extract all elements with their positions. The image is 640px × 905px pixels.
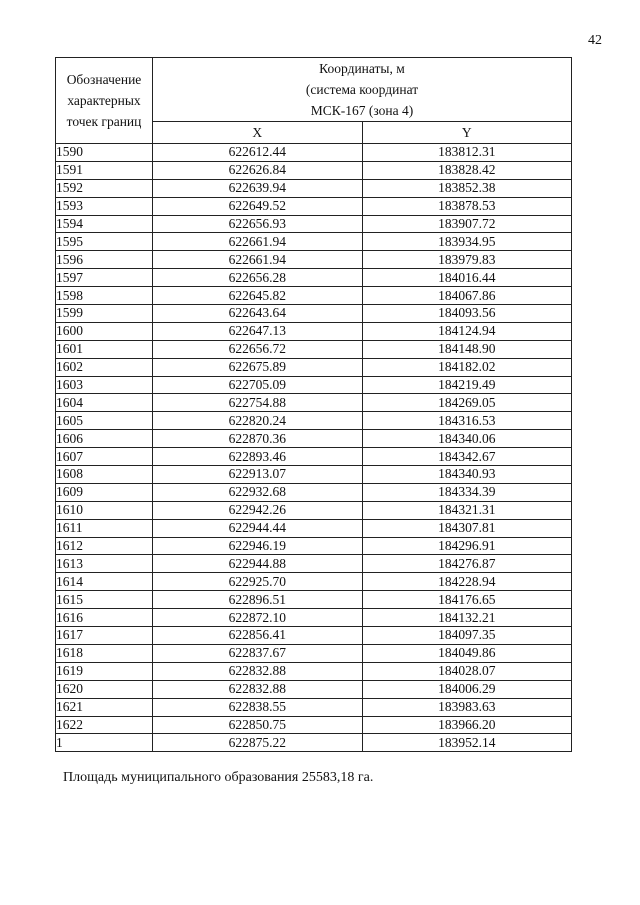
point-number-cell: 1592 [56,179,153,197]
y-coordinate-cell: 184340.93 [362,466,572,484]
point-number-cell: 1613 [56,555,153,573]
x-coordinate-cell: 622656.72 [153,340,363,358]
x-coordinate-cell: 622643.64 [153,305,363,323]
header-x: X [153,122,363,144]
x-coordinate-cell: 622944.44 [153,519,363,537]
point-number-cell: 1591 [56,161,153,179]
x-coordinate-cell: 622872.10 [153,609,363,627]
table-row [56,555,572,573]
y-coordinate-cell: 184132.21 [362,609,572,627]
x-coordinate-cell: 622820.24 [153,412,363,430]
y-coordinate-cell: 183934.95 [362,233,572,251]
table-row [56,662,572,680]
y-coordinate-cell: 184124.94 [362,322,572,340]
y-coordinate-cell: 184176.65 [362,591,572,609]
x-coordinate-cell: 622705.09 [153,376,363,394]
table-row [56,609,572,627]
page-number: 42 [588,33,602,48]
x-coordinate-cell: 622832.88 [153,680,363,698]
table-row [56,519,572,537]
table-row [56,698,572,716]
point-number-cell: 1604 [56,394,153,412]
y-coordinate-cell: 184067.86 [362,287,572,305]
point-number-cell: 1594 [56,215,153,233]
x-coordinate-cell: 622838.55 [153,698,363,716]
y-coordinate-cell: 184340.06 [362,430,572,448]
y-coordinate-cell: 183812.31 [362,144,572,162]
x-coordinate-cell: 622942.26 [153,501,363,519]
point-number-cell: 1614 [56,573,153,591]
point-number-cell: 1620 [56,680,153,698]
x-coordinate-cell: 622661.94 [153,233,363,251]
point-number-cell: 1618 [56,644,153,662]
point-number-cell: 1617 [56,627,153,645]
x-coordinate-cell: 622656.28 [153,269,363,287]
y-coordinate-cell: 183983.63 [362,698,572,716]
point-number-cell: 1595 [56,233,153,251]
x-coordinate-cell: 622896.51 [153,591,363,609]
point-number-cell: 1619 [56,662,153,680]
y-coordinate-cell: 184316.53 [362,412,572,430]
point-number-cell: 1598 [56,287,153,305]
x-coordinate-cell: 622639.94 [153,179,363,197]
table-row [56,144,572,162]
table-row [56,287,572,305]
x-coordinate-cell: 622856.41 [153,627,363,645]
y-coordinate-cell: 184296.91 [362,537,572,555]
point-number-cell: 1602 [56,358,153,376]
point-number-cell: 1603 [56,376,153,394]
area-note: Площадь муниципального образования 25583,18 га. [63,770,374,785]
y-coordinate-cell: 183979.83 [362,251,572,269]
x-coordinate-cell: 622944.88 [153,555,363,573]
x-coordinate-cell: 622645.82 [153,287,363,305]
table-row [56,412,572,430]
table-row [56,430,572,448]
y-coordinate-cell: 184006.29 [362,680,572,698]
table-row [56,269,572,287]
point-number-cell: 1608 [56,466,153,484]
point-number-cell: 1596 [56,251,153,269]
table-row [56,179,572,197]
y-coordinate-cell: 184321.31 [362,501,572,519]
table-row [56,644,572,662]
table-header [56,58,572,144]
point-number-cell: 1612 [56,537,153,555]
point-number-cell: 1597 [56,269,153,287]
y-coordinate-cell: 184028.07 [362,662,572,680]
table-row [56,573,572,591]
y-coordinate-cell: 184334.39 [362,483,572,501]
table-row [56,376,572,394]
point-number-cell: 1622 [56,716,153,734]
coordinates-table [55,57,572,752]
y-coordinate-cell: 184097.35 [362,627,572,645]
header-y: Y [362,122,572,144]
table-row [56,197,572,215]
table-row [56,627,572,645]
x-coordinate-cell: 622837.67 [153,644,363,662]
y-coordinate-cell: 184016.44 [362,269,572,287]
point-number-cell: 1607 [56,448,153,466]
x-coordinate-cell: 622754.88 [153,394,363,412]
x-coordinate-cell: 622946.19 [153,537,363,555]
table-row [56,305,572,323]
x-coordinate-cell: 622675.89 [153,358,363,376]
x-coordinate-cell: 622661.94 [153,251,363,269]
y-coordinate-cell: 184049.86 [362,644,572,662]
table-row [56,233,572,251]
point-number-cell: 1601 [56,340,153,358]
table-row [56,322,572,340]
table-row [56,680,572,698]
table-row [56,448,572,466]
point-number-cell: 1606 [56,430,153,448]
point-number-cell: 1621 [56,698,153,716]
y-coordinate-cell: 184093.56 [362,305,572,323]
point-number-cell: 1600 [56,322,153,340]
x-coordinate-cell: 622913.07 [153,466,363,484]
y-coordinate-cell: 183852.38 [362,179,572,197]
y-coordinate-cell: 183966.20 [362,716,572,734]
y-coordinate-cell: 183878.53 [362,197,572,215]
table-row [56,161,572,179]
y-coordinate-cell: 184182.02 [362,358,572,376]
table-row [56,734,572,752]
point-number-cell: 1615 [56,591,153,609]
point-number-cell: 1609 [56,483,153,501]
y-coordinate-cell: 184276.87 [362,555,572,573]
y-coordinate-cell: 183828.42 [362,161,572,179]
point-number-cell: 1593 [56,197,153,215]
x-coordinate-cell: 622925.70 [153,573,363,591]
header-coordinates-line2: (система координат [305,82,419,97]
header-coordinates [153,58,572,122]
table-row [56,340,572,358]
header-coordinates-line1: Координаты, м [319,61,405,76]
table-row [56,483,572,501]
header-coordinates-line3: МСК-167 (зона 4) [310,103,414,118]
table-row [56,591,572,609]
y-coordinate-cell: 184307.81 [362,519,572,537]
x-coordinate-cell: 622875.22 [153,734,363,752]
point-number-cell: 1590 [56,144,153,162]
y-coordinate-cell: 184148.90 [362,340,572,358]
header-point-designation: Обозначение характерных точек границ [56,58,153,144]
y-coordinate-cell: 183952.14 [362,734,572,752]
x-coordinate-cell: 622932.68 [153,483,363,501]
x-coordinate-cell: 622612.44 [153,144,363,162]
x-coordinate-cell: 622893.46 [153,448,363,466]
y-coordinate-cell: 184228.94 [362,573,572,591]
point-number-cell: 1610 [56,501,153,519]
x-coordinate-cell: 622832.88 [153,662,363,680]
x-coordinate-cell: 622850.75 [153,716,363,734]
y-coordinate-cell: 183907.72 [362,215,572,233]
x-coordinate-cell: 622870.36 [153,430,363,448]
y-coordinate-cell: 184342.67 [362,448,572,466]
table-row [56,215,572,233]
table-body [56,144,572,752]
point-number-cell: 1605 [56,412,153,430]
table-row [56,537,572,555]
table-row [56,358,572,376]
y-coordinate-cell: 184219.49 [362,376,572,394]
x-coordinate-cell: 622649.52 [153,197,363,215]
table-row [56,394,572,412]
point-number-cell: 1616 [56,609,153,627]
table-row [56,501,572,519]
table-row [56,251,572,269]
table-row [56,466,572,484]
x-coordinate-cell: 622656.93 [153,215,363,233]
point-number-cell: 1599 [56,305,153,323]
y-coordinate-cell: 184269.05 [362,394,572,412]
table-row [56,716,572,734]
point-number-cell: 1 [56,734,153,752]
x-coordinate-cell: 622626.84 [153,161,363,179]
x-coordinate-cell: 622647.13 [153,322,363,340]
point-number-cell: 1611 [56,519,153,537]
